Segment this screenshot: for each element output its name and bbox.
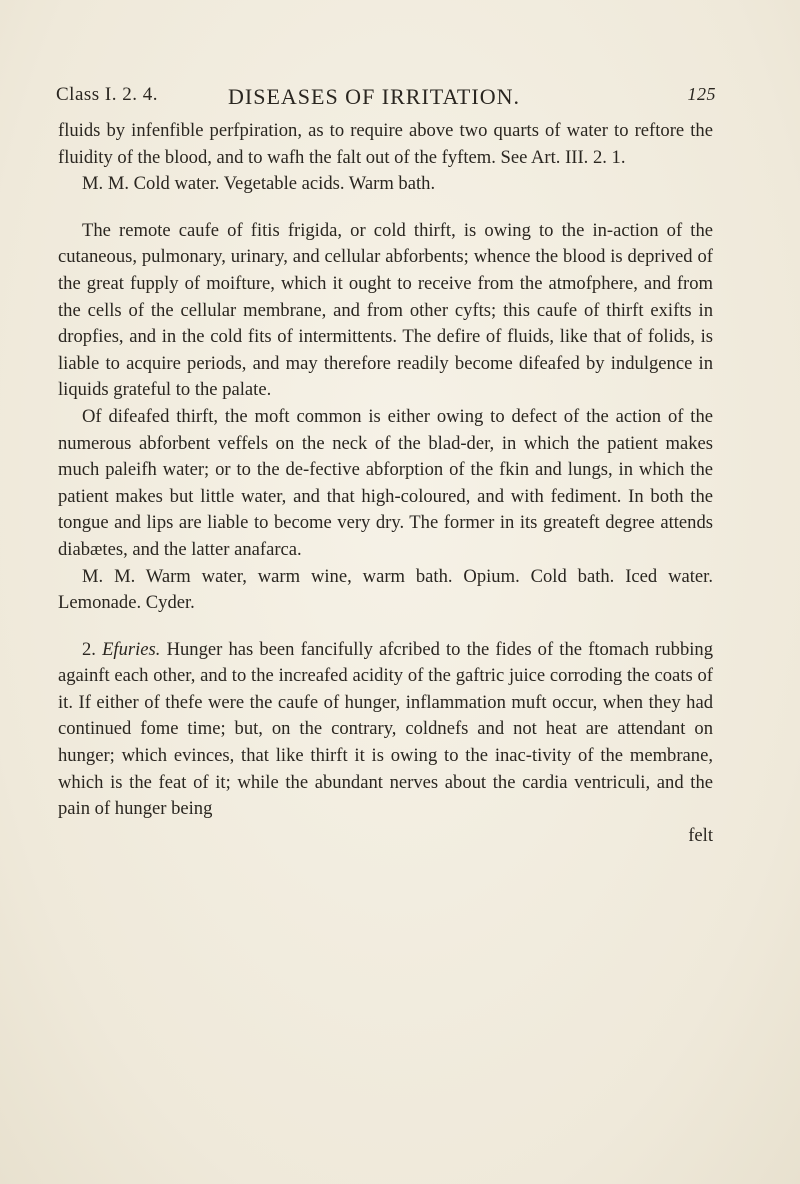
running-header <box>56 84 716 112</box>
paragraph: The remote caufe of fitis frigida, or cold thirft, is owing to the in-action of the cutaneous, pulmonary, urinary, and cellular abforbents; whence the blood is deprived of the great fupply of moifture, which it ought to receive from the atmofphere, and from the cells of the cellular membrane, and from other cyfts; this caufe of thirft exifts in dropfies, and in the cold fits of intermittents. The defire of fluids, like that of folids, is liable to acquire periods, and may therefore readily become difeafed by indulgence in liquids grateful to the palate. <box>58 219 713 401</box>
catchword: felt <box>688 824 713 846</box>
body-text <box>58 118 713 849</box>
methodus-medendi: M. M. Cold water. Vegetable acids. Warm bath. <box>82 173 436 195</box>
section-title: Efuries. <box>102 638 161 660</box>
class-reference: Class I. 2. 4. <box>56 84 158 105</box>
paragraph: fluids by infenfible perfpiration, as to require above two quarts of water to reftore the fluidity of the blood, and to wafh the falt out of the fyftem. See Art. III. 2. 1. <box>58 120 713 168</box>
paragraph <box>58 637 713 823</box>
paragraph: Of difeafed thirft, the moft common is either owing to defect of the action of the numerous abforbent veffels on the neck of the blad-der, in which the patient makes much paleifh water; or to the de-fective abforption of the fkin and lungs, in which the patient makes but little water, and that high-coloured, and with fediment. In both the tongue and lips are liable to become very dry. The former in its greateft degree attends diabætes, and the latter anafarca. <box>58 405 713 560</box>
running-title: DISEASES OF IRRITATION. <box>228 84 520 109</box>
section-text: Hunger has been fancifully afcribed to the fides of the ftomach rubbing againft each other, and to the increafed acidity of the gaftric juice corroding the coats of it. If either of thefe were the caufe of hunger, inflammation muft occur, when they had continued fome time; but, on the contrary, coldnefs and not heat are attendant on hunger; which evinces, that like thirft it is owing to the inac-tivity of the membrane, which is the feat of it; while the abundant nerves about the cardia ventriculi, and the pain of hunger being <box>58 638 714 820</box>
methodus-medendi: M. M. Warm water, warm wine, warm bath. Opium. Cold bath. Iced water. Lemonade. Cyder. <box>58 565 713 614</box>
section-number: 2. <box>82 638 103 660</box>
section-gap <box>58 198 713 218</box>
page-number: 125 <box>687 84 716 104</box>
section-gap <box>58 617 713 637</box>
